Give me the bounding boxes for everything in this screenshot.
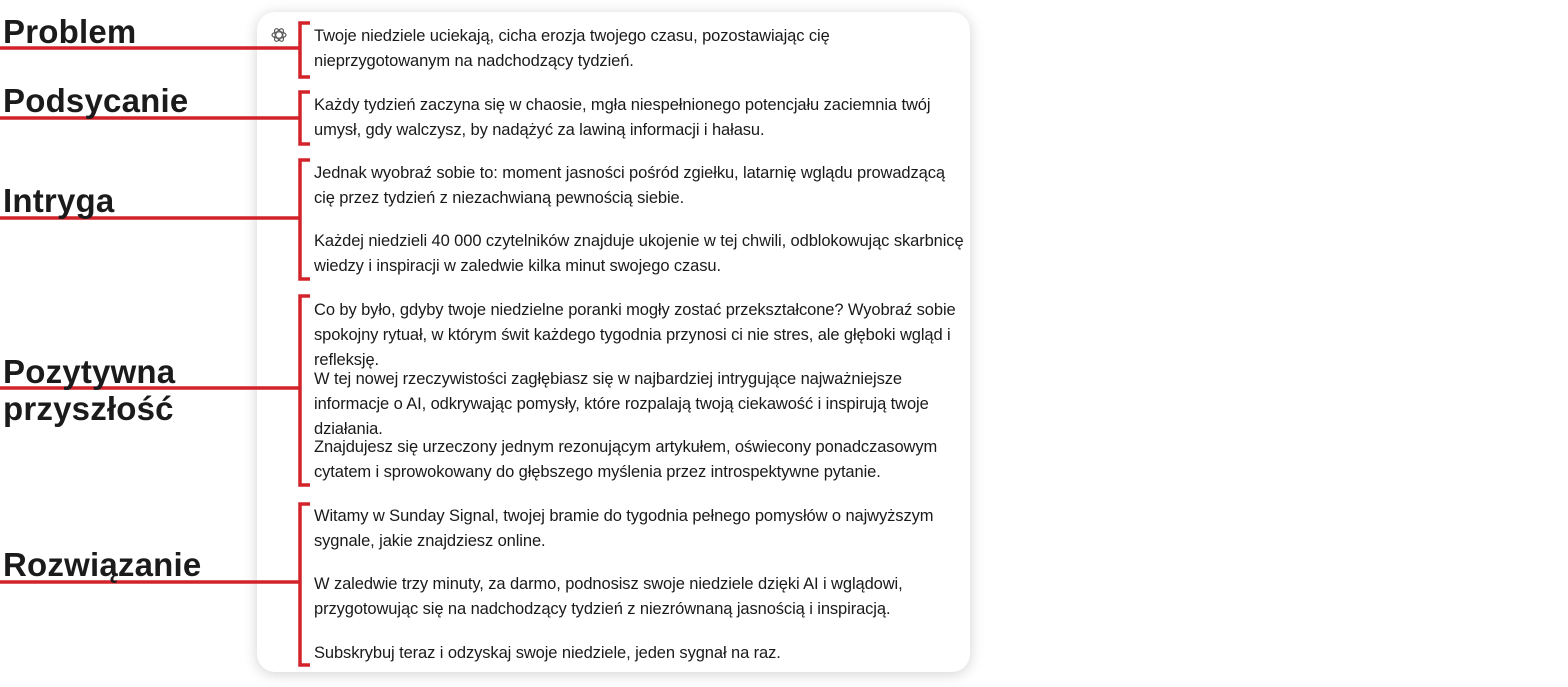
label-problem: Problem xyxy=(3,13,137,50)
label-intryga: Intryga xyxy=(3,182,115,219)
label-podsycanie: Podsycanie xyxy=(3,82,189,119)
intryga-paragraph-2: Każdej niedzieli 40 000 czytelników znajduje ukojenie w tej chwili, odblokowując skarbnicę wiedzy i inspiracji w zaledwie kilka minut swojego czasu. xyxy=(314,232,964,275)
rozwiazanie-paragraph-2: W zaledwie trzy minuty, za darmo, podnosisz swoje niedziele dzięki AI i wglądowi, przygotowując się na nadchodzący tydzień z niezrównaną jasnością i inspiracją. xyxy=(314,575,903,618)
label-rozwiazanie: Rozwiązanie xyxy=(3,546,202,583)
pozytywna-paragraph-2: W tej nowej rzeczywistości zagłębiasz się w najbardziej intrygujące najważniejsze informacje o AI, odkrywając pomysły, które rozpalają twoją ciekawość i inspirują twoje działania. xyxy=(314,370,929,438)
intryga-paragraph-1: Jednak wyobraź sobie to: moment jasności pośród zgiełku, latarnię wglądu prowadzącą cię przez tydzień z niezachwianą pewnością siebie. xyxy=(314,164,945,207)
pozytywna-paragraph-3: Znajdujesz się urzeczony jednym rezonującym artykułem, oświecony ponadczasowym cytatem i sprowokowany do głębszego myślenia przez introspektywne pytanie. xyxy=(314,438,938,481)
problem-paragraph: Twoje niedziele uciekają, cicha erozja twojego czasu, pozostawiając cię nieprzygotowanym na nadchodzący tydzień. xyxy=(314,27,830,70)
openai-logo-icon xyxy=(270,26,288,44)
rozwiazanie-paragraph-1: Witamy w Sunday Signal, twojej bramie do tygodnia pełnego pomysłów o najwyższym sygnale, jakie znajdziesz online. xyxy=(314,507,934,550)
rozwiazanie-paragraph-3: Subskrybuj teraz i odzyskaj swoje niedziele, jeden sygnał na raz. xyxy=(314,644,781,662)
label-pozytywna-line2: przyszłość xyxy=(3,390,174,427)
label-pozytywna-line1: Pozytywna xyxy=(3,353,176,390)
podsycanie-paragraph: Każdy tydzień zaczyna się w chaosie, mgła niespełnionego potencjału zaciemnia twój umysł, gdy walczysz, by nadążyć za lawiną informacji i hałasu. xyxy=(314,96,931,139)
pozytywna-paragraph-1: Co by było, gdyby twoje niedzielne poranki mogły zostać przekształcone? Wyobraź sobie spokojny rytuał, w którym świt każdego tygodnia przynosi ci nie stres, ale głęboki wgląd i refleksję. xyxy=(314,301,956,369)
